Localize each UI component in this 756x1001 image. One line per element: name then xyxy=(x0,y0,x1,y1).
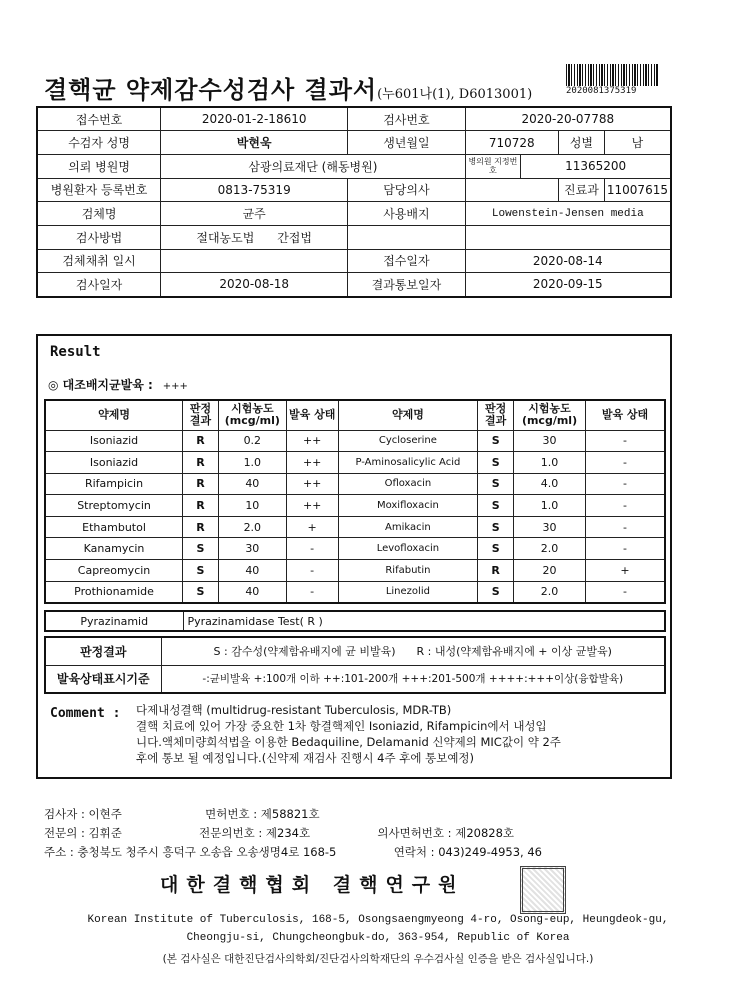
report-date: 2020-09-15 xyxy=(465,273,671,297)
doctor-license-label: 의사면허번호 : xyxy=(377,826,452,840)
specialist-name: 김휘준 xyxy=(88,826,122,840)
drug-left-conc: 2.0 xyxy=(218,516,286,538)
tester-name: 이현주 xyxy=(88,807,122,821)
col-result: 판정 결과 xyxy=(183,400,219,430)
specialist-line xyxy=(44,825,514,841)
comment-line: 결핵 치료에 있어 가장 중요한 1차 항결핵제인 Isoniazid, Rifampicin에서 내성입 xyxy=(136,719,547,733)
comment-line: 다제내성결핵 (multidrug-resistant Tuberculosis, MDR-TB) xyxy=(136,703,452,717)
col-drug: 약제명 xyxy=(45,400,183,430)
report-date-label: 결과통보일자 xyxy=(348,273,465,297)
receive-date: 2020-08-14 xyxy=(465,249,671,273)
drug-right-name: Cycloserine xyxy=(338,430,478,452)
drug-right-name: P-Aminosalicylic Acid xyxy=(338,452,478,474)
english-address-line2: Cheongju-si, Chungcheongbuk-do, 363-954, Republic of Korea xyxy=(186,932,570,944)
drug-left-name: Isoniazid xyxy=(45,430,183,452)
drug-right-conc: 1.0 xyxy=(514,495,586,517)
drug-left-growth: - xyxy=(286,560,338,582)
drug-right-conc: 1.0 xyxy=(514,452,586,474)
drug-right-result: S xyxy=(478,516,514,538)
hospital-label: 의뢰 병원명 xyxy=(37,154,161,178)
drug-right-name: Moxifloxacin xyxy=(338,495,478,517)
drug-left-growth: ++ xyxy=(286,473,338,495)
test-date: 2020-08-18 xyxy=(161,273,348,297)
judgement-label: 판정결과 xyxy=(45,637,161,665)
birth-date: 710728 xyxy=(465,131,558,155)
drug-left-result: R xyxy=(183,495,219,517)
drug-left-growth: + xyxy=(286,516,338,538)
comment-line: 후에 통보 될 예정입니다.(신약제 재검사 진행시 4주 후에 통보예정) xyxy=(136,751,475,765)
drug-left-growth: ++ xyxy=(286,495,338,517)
drug-left-result: R xyxy=(183,516,219,538)
judgement-r: R : 내성(약제함유배지에 + 이상 균발육) xyxy=(416,645,612,659)
growth-legend-label: 발육상태표시기준 xyxy=(45,665,161,693)
judgement-text xyxy=(161,637,665,665)
control-growth xyxy=(48,376,188,393)
drug-left-result: R xyxy=(183,430,219,452)
drug-right-result: S xyxy=(478,581,514,603)
drug-right-growth: - xyxy=(585,452,665,474)
control-growth-label: ◎ 대조배지균발육 : xyxy=(48,378,153,392)
patient-name-label: 수검자 성명 xyxy=(37,131,161,155)
medium-value: Lowenstein-Jensen media xyxy=(465,202,671,226)
drug-left-conc: 40 xyxy=(218,581,286,603)
test-no-label: 검사번호 xyxy=(348,107,465,131)
hospital-name: 삼광의료재단 (해동병원) xyxy=(161,154,465,178)
barcode-number: 2020081375319 xyxy=(566,86,637,96)
address-value: 충청북도 청주시 흥덕구 오송읍 오송생명4로 168-5 xyxy=(77,845,337,859)
comment-text xyxy=(136,702,656,766)
inst-code: 11365200 xyxy=(521,154,671,178)
drug-right-name: Amikacin xyxy=(338,516,478,538)
drug-row xyxy=(45,430,665,452)
result-title: Result xyxy=(50,344,101,360)
drug-row xyxy=(45,495,665,517)
drug-rows xyxy=(45,430,665,603)
barcode xyxy=(566,64,658,86)
method-label: 검사방법 xyxy=(37,225,161,249)
legend-table xyxy=(44,636,666,694)
medium-label: 사용배지 xyxy=(348,202,465,226)
patient-reg-no: 0813-75319 xyxy=(161,178,348,202)
birth-label: 생년월일 xyxy=(348,131,465,155)
license-no: 제58821호 xyxy=(260,807,320,821)
drug-left-conc: 0.2 xyxy=(218,430,286,452)
col-conc: 시험농도 (mcg/ml) xyxy=(514,400,586,430)
growth-legend-text: -:균비발육 +:100개 이하 ++:101-200개 +++:201-500개 ++++:+++이상(융합발육) xyxy=(161,665,665,693)
contact-value: 043)249-4953, 46 xyxy=(438,845,542,859)
comment-label: Comment : xyxy=(50,706,121,721)
drug-left-growth: - xyxy=(286,581,338,603)
method-absolute: 절대농도법 xyxy=(196,230,255,245)
test-no: 2020-20-07788 xyxy=(465,107,671,131)
drug-right-result: R xyxy=(478,560,514,582)
drug-right-growth: - xyxy=(585,516,665,538)
drug-left-growth: - xyxy=(286,538,338,560)
reception-no: 2020-01-2-18610 xyxy=(161,107,348,131)
organization-name: 대한결핵협회 결핵연구원 xyxy=(160,874,465,896)
drug-left-result: S xyxy=(183,560,219,582)
specialist-no: 제234호 xyxy=(265,826,311,840)
drug-right-name: Linezolid xyxy=(338,581,478,603)
col-drug: 약제명 xyxy=(338,400,478,430)
drug-left-name: Isoniazid xyxy=(45,452,183,474)
col-growth: 발육 상태 xyxy=(585,400,665,430)
drug-right-conc: 30 xyxy=(514,516,586,538)
report-title xyxy=(44,70,532,105)
drug-left-result: R xyxy=(183,452,219,474)
drug-right-conc: 20 xyxy=(514,560,586,582)
patient-info-table xyxy=(36,106,672,298)
judgement-s: S : 감수성(약제함유배지에 균 비발육) xyxy=(213,645,396,659)
pyrazinamid-label: Pyrazinamid xyxy=(45,611,183,631)
report-title-code: (누601나(1), D6013001) xyxy=(377,87,533,102)
dept-value: 11007615 xyxy=(604,178,671,202)
receive-date-label: 접수일자 xyxy=(348,249,465,273)
official-seal xyxy=(520,866,566,914)
drug-left-name: Rifampicin xyxy=(45,473,183,495)
blank-cell xyxy=(465,225,671,249)
license-label: 면허번호 : xyxy=(205,807,258,821)
tester-label: 검사자 : xyxy=(44,807,85,821)
drug-right-growth: + xyxy=(585,560,665,582)
collect-date xyxy=(161,249,348,273)
address-label: 주소 : xyxy=(44,845,74,859)
drug-left-name: Kanamycin xyxy=(45,538,183,560)
control-growth-value: +++ xyxy=(162,381,188,392)
drug-right-conc: 4.0 xyxy=(514,473,586,495)
specimen-value: 균주 xyxy=(161,202,348,226)
drug-right-growth: - xyxy=(585,581,665,603)
drug-left-name: Prothionamide xyxy=(45,581,183,603)
drug-right-growth: - xyxy=(585,495,665,517)
drug-row xyxy=(45,581,665,603)
specialist-no-label: 전문의번호 : xyxy=(199,826,263,840)
reception-no-label: 접수번호 xyxy=(37,107,161,131)
drug-left-growth: ++ xyxy=(286,452,338,474)
blank-cell xyxy=(348,225,465,249)
drug-left-result: R xyxy=(183,473,219,495)
contact-label: 연락처 : xyxy=(393,845,435,859)
method-value xyxy=(161,225,348,249)
drug-left-conc: 40 xyxy=(218,560,286,582)
drug-susceptibility-table xyxy=(44,399,666,604)
english-address-line1: Korean Institute of Tuberculosis, 168-5, Osongsaengmyeong 4-ro, Osong-eup, Heungdeok-gu, xyxy=(87,914,669,926)
drug-row xyxy=(45,538,665,560)
doctor-label: 담당의사 xyxy=(348,178,465,202)
doctor-name xyxy=(465,178,558,202)
drug-left-conc: 40 xyxy=(218,473,286,495)
drug-left-result: S xyxy=(183,538,219,560)
col-conc: 시험농도 (mcg/ml) xyxy=(218,400,286,430)
drug-right-growth: - xyxy=(585,430,665,452)
drug-right-name: Ofloxacin xyxy=(338,473,478,495)
drug-row xyxy=(45,560,665,582)
sex-label: 성별 xyxy=(558,131,604,155)
specialist-label: 전문의 : xyxy=(44,826,85,840)
drug-right-conc: 30 xyxy=(514,430,586,452)
drug-right-growth: - xyxy=(585,473,665,495)
sex-value: 남 xyxy=(604,131,671,155)
comment-line: 니다.액체미량희석법을 이용한 Bedaquiline, Delamanid 신약제의 MIC값이 약 2주 xyxy=(136,735,561,749)
dept-label: 진료과 xyxy=(558,178,604,202)
test-date-label: 검사일자 xyxy=(37,273,161,297)
drug-right-conc: 2.0 xyxy=(514,538,586,560)
address-line xyxy=(44,844,542,860)
drug-left-conc: 30 xyxy=(218,538,286,560)
doctor-license-no: 제20828호 xyxy=(455,826,515,840)
drug-row xyxy=(45,452,665,474)
drug-left-name: Capreomycin xyxy=(45,560,183,582)
drug-left-conc: 1.0 xyxy=(218,452,286,474)
drug-right-result: S xyxy=(478,538,514,560)
drug-right-growth: - xyxy=(585,538,665,560)
drug-right-result: S xyxy=(478,430,514,452)
col-result: 판정 결과 xyxy=(478,400,514,430)
method-indirect: 간접법 xyxy=(277,230,312,245)
drug-right-name: Rifabutin xyxy=(338,560,478,582)
drug-left-name: Ethambutol xyxy=(45,516,183,538)
certification-note: (본 검사실은 대한진단검사의학회/진단검사의학재단의 우수검사실 인증을 받은 검사실입니다.) xyxy=(162,953,594,965)
pyrazinamid-value: Pyrazinamidase Test( R ) xyxy=(183,611,665,631)
drug-right-result: S xyxy=(478,473,514,495)
drug-right-name: Levofloxacin xyxy=(338,538,478,560)
patient-name: 박현욱 xyxy=(161,131,348,155)
specimen-label: 검체명 xyxy=(37,202,161,226)
result-section xyxy=(36,334,672,779)
drug-left-conc: 10 xyxy=(218,495,286,517)
pyrazinamid-row xyxy=(44,610,666,632)
col-growth: 발육 상태 xyxy=(286,400,338,430)
inst-code-label: 병의원 지정번호 xyxy=(465,154,521,178)
patient-reg-label: 병원환자 등록번호 xyxy=(37,178,161,202)
drug-row xyxy=(45,473,665,495)
tester-line xyxy=(44,806,320,822)
drug-left-growth: ++ xyxy=(286,430,338,452)
collect-date-label: 검체채취 일시 xyxy=(37,249,161,273)
drug-left-name: Streptomycin xyxy=(45,495,183,517)
drug-right-result: S xyxy=(478,495,514,517)
drug-right-conc: 2.0 xyxy=(514,581,586,603)
drug-left-result: S xyxy=(183,581,219,603)
drug-right-result: S xyxy=(478,452,514,474)
report-title-main: 결핵균 약제감수성검사 결과서 xyxy=(44,75,378,104)
drug-row xyxy=(45,516,665,538)
